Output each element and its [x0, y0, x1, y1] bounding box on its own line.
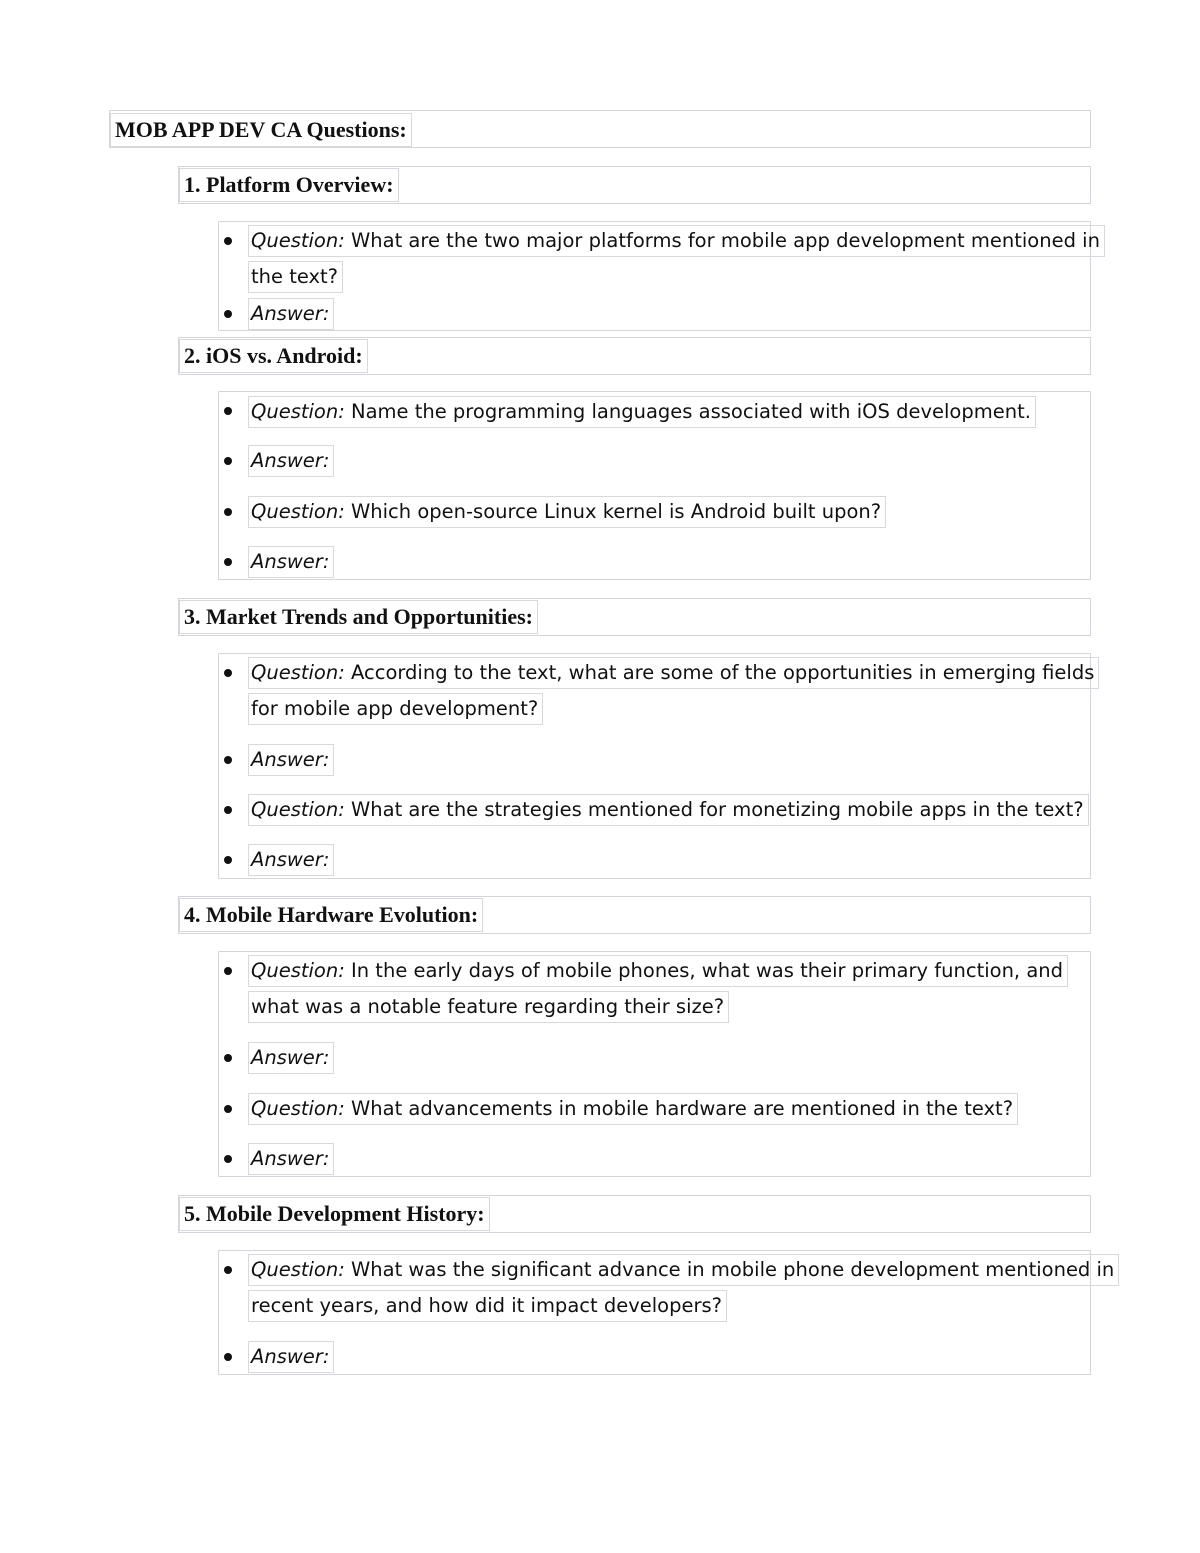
- question-label: Question:: [251, 400, 345, 423]
- answer-label: Answer:: [248, 844, 334, 876]
- question-text: What was the significant advance in mobile phone development mentioned in: [351, 1258, 1115, 1281]
- question-label: Question:: [251, 798, 345, 821]
- question-text-continued: the text?: [248, 261, 343, 293]
- question-text: Name the programming languages associated with iOS development.: [351, 400, 1031, 423]
- bullet-icon: [224, 967, 232, 975]
- bullet-icon: [224, 1054, 232, 1062]
- bullet-icon: [224, 1155, 232, 1163]
- question-label: Question:: [251, 500, 345, 523]
- section-3-heading: 3. Market Trends and Opportunities:: [179, 600, 538, 634]
- answer-label: Answer:: [248, 445, 334, 477]
- bullet-icon: [224, 756, 232, 764]
- bullet-icon: [224, 508, 232, 516]
- question-item: [248, 657, 1099, 689]
- answer-label: Answer:: [248, 1143, 334, 1175]
- question-text-continued: recent years, and how did it impact developers?: [248, 1290, 727, 1322]
- bullet-icon: [224, 856, 232, 864]
- section-2-heading: 2. iOS vs. Android:: [179, 339, 368, 373]
- question-item: [248, 225, 1105, 257]
- question-label: Question:: [251, 1097, 345, 1120]
- question-text: Which open-source Linux kernel is Android built upon?: [351, 500, 882, 523]
- bullet-icon: [224, 1105, 232, 1113]
- question-text: According to the text, what are some of the opportunities in emerging fields: [351, 661, 1095, 684]
- question-text-continued: what was a notable feature regarding their size?: [248, 991, 729, 1023]
- question-text: What are the two major platforms for mobile app development mentioned in: [351, 229, 1100, 252]
- answer-label: Answer:: [248, 1042, 334, 1074]
- bullet-icon: [224, 457, 232, 465]
- question-item: [248, 396, 1036, 428]
- question-label: Question:: [251, 959, 345, 982]
- bullet-icon: [224, 1353, 232, 1361]
- bullet-icon: [224, 558, 232, 566]
- document-title: MOB APP DEV CA Questions:: [110, 113, 412, 147]
- answer-label: Answer:: [248, 744, 334, 776]
- bullet-icon: [224, 806, 232, 814]
- question-text: What are the strategies mentioned for monetizing mobile apps in the text?: [351, 798, 1084, 821]
- question-label: Question:: [251, 661, 345, 684]
- answer-label: Answer:: [248, 298, 334, 330]
- question-text-continued: for mobile app development?: [248, 693, 543, 725]
- bullet-icon: [224, 1266, 232, 1274]
- question-label: Question:: [251, 229, 345, 252]
- section-5-heading: 5. Mobile Development History:: [179, 1197, 490, 1231]
- question-item: [248, 1093, 1018, 1125]
- answer-label: Answer:: [248, 546, 334, 578]
- question-text: In the early days of mobile phones, what was their primary function, and: [351, 959, 1064, 982]
- question-item: [248, 955, 1068, 987]
- question-item: [248, 496, 886, 528]
- question-label: Question:: [251, 1258, 345, 1281]
- question-item: [248, 1254, 1119, 1286]
- question-text: What advancements in mobile hardware are mentioned in the text?: [351, 1097, 1014, 1120]
- bullet-icon: [224, 310, 232, 318]
- section-4-heading: 4. Mobile Hardware Evolution:: [179, 898, 483, 932]
- answer-label: Answer:: [248, 1341, 334, 1373]
- bullet-icon: [224, 237, 232, 245]
- section-1-heading: 1. Platform Overview:: [179, 168, 399, 202]
- bullet-icon: [224, 669, 232, 677]
- bullet-icon: [224, 407, 232, 415]
- question-item: [248, 794, 1089, 826]
